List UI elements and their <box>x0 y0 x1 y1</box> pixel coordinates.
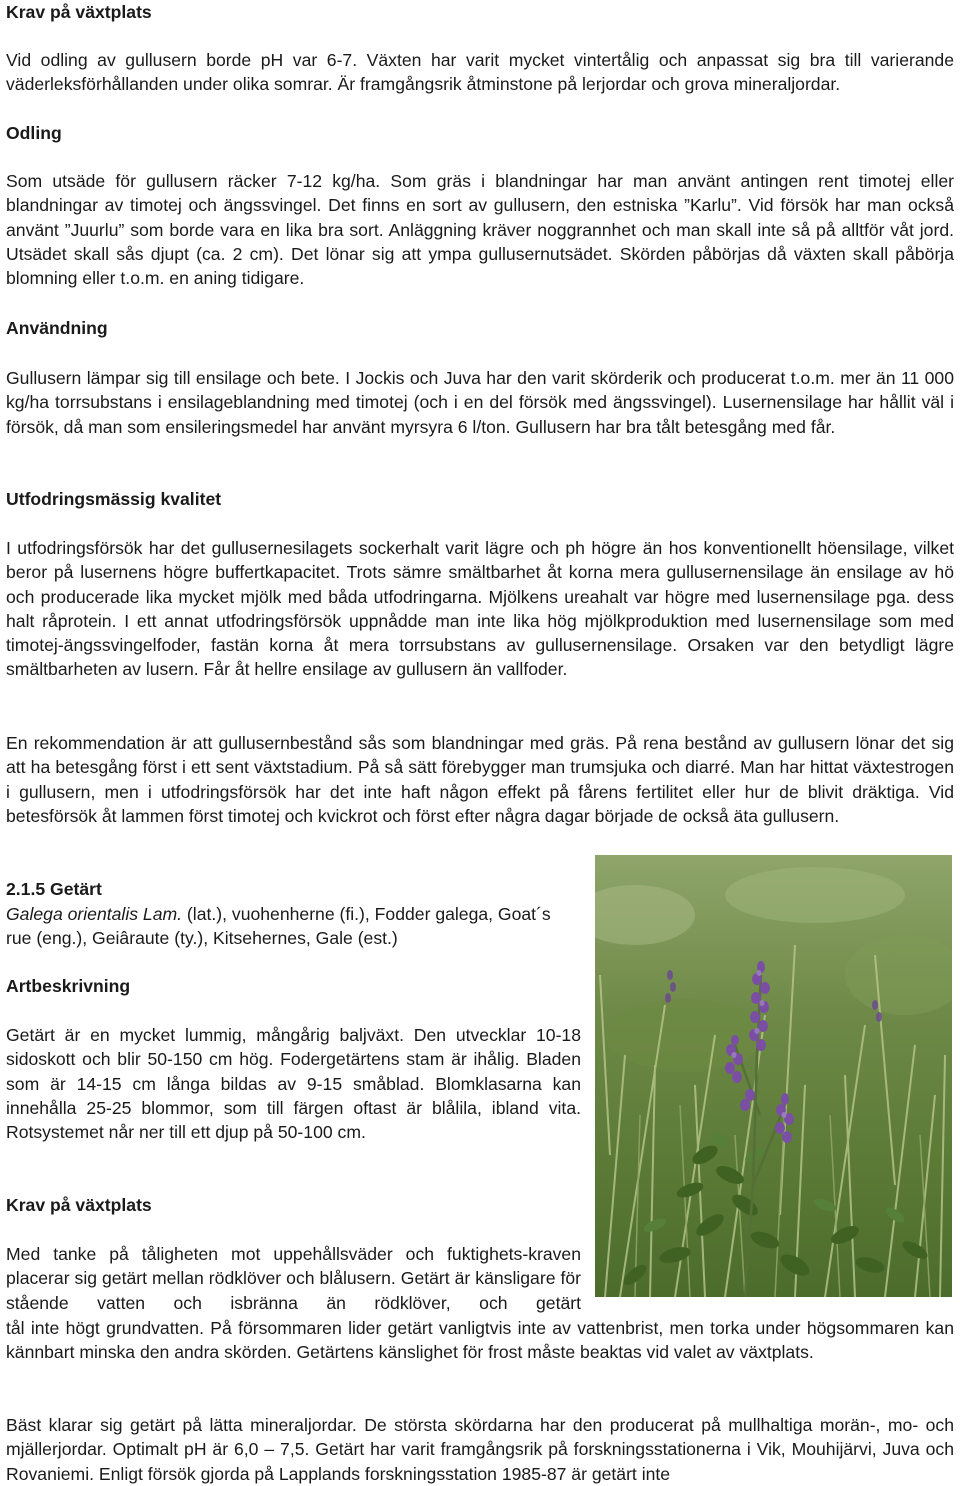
heading-getart: 2.1.5 Getärt <box>6 879 102 899</box>
paragraph-krav-3: Bäst klarar sig getärt på lätta mineraljordar. De största skördarna har den producerat på mullhaltiga morän-, mo- och mjällerjordar. Optimalt pH är 6,0 – 7,5. Getärt har varit framgångsrik på forskningsstationerna i Vik, Mouhijärvi, Juva och Rovaniemi. Enligt försök gjorda på Lapplands forskningsstation 1985-87 är getärt inte <box>6 1415 954 1484</box>
heading-utfodringsmassig-kvalitet: Utfodringsmässig kvalitet <box>6 489 222 509</box>
paragraph-utfodring-1: I utfodringsförsök har det gullusernesilagets sockerhalt varit lägre och ph högre än hos konventionellt höensilage, vilket beror på lusernens högre buffertkapacitet. Trots sämre smältbarhet åt korna mera gullusernensilage än ensilage av hö och producerade lika mycket mjölk med båda utfodringarna. Mjölkens ureahalt var högre med lusernensilage pga. dess halt råprotein. I ett annat utfodringsförsök uppnådde man inte lika hög mjölkproduktion med lusernensilage som med timotej-ängssvingelfoder, fastän korna åt mera torrsubstans av gullusernensilage. Orsaken var den betydligt lägre smältbarheten av lusern. Får åt hellre ensilage av gullusern än vallfoder. <box>6 538 954 680</box>
paragraph-krav: Vid odling av gullusern borde pH var 6-7. Växten har varit mycket vintertålig och anpassat sig bra till varierande väderleksförhållanden under olika somrar. Är framgångsrik åtminstone på lerjordar och grova mineraljordar. <box>6 50 954 95</box>
paragraph-anvandning: Gullusern lämpar sig till ensilage och bete. I Jockis och Juva har den varit skörderik och producerat t.o.m. mer än 11 000 kg/ha torrsubstans i ensilageblandning med timotej (och i en del försök med ängssvingel). Lusernensilage har hållit väl i försök, då man som ensileringsmedel har använt myrsyra 6 l/ton. Gullusern har bra tålt betesgång med får. <box>6 368 954 437</box>
heading-krav-pa-vaxtplats: Krav på växtplats <box>6 2 152 22</box>
paragraph-utfodring-2: En rekommendation är att gullusernbestånd sås som blandningar med gräs. På rena bestånd av gullusern lönar det sig att ha betesgång först i ett sent växtstadium. På så sätt förebygger man trumsjuka och diarré. Man har hittat växtestrogen i gullusern, men i utfodringsförsök har det inte haft någon effekt på fårens fertilitet eller hur de blivit dräktiga. Vid betesförsök åt lammen först timotej och kvickrot och först efter några dagar började de också äta gullusern. <box>6 733 954 826</box>
heading-krav-pa-vaxtplats-2: Krav på växtplats <box>6 1195 152 1215</box>
paragraph-krav-2-narrow: Med tanke på tåligheten mot uppehållsväder och fuktighets-kraven placerar sig getärt mellan rödklöver och blålusern. Getärt är känsligare för stående vatten och isbränna än rödklöver, och getärt <box>6 1244 581 1313</box>
heading-odling: Odling <box>6 123 62 143</box>
heading-artbeskrivning: Artbeskrivning <box>6 976 131 996</box>
heading-anvandning: Användning <box>6 318 108 338</box>
common-names: (lat.), vuohenherne (fi.), Fodder galega, Goat´s rue (eng.), Geiâraute (ty.), Kitsehernes, Gale (est.) <box>6 904 551 949</box>
latin-name: Galega orientalis Lam. <box>6 904 183 924</box>
species-names <box>6 902 581 951</box>
paragraph-krav-2-wide: tål inte högt grundvatten. På försommaren lider getärt vanligtvis inte av vattenbrist, men torka under högsommaren kan kännbart minska den andra skörden. Getärtens känslighet för frost måste beaktas vid valet av växtplats. <box>6 1318 954 1363</box>
paragraph-artbeskrivning: Getärt är en mycket lummig, mångårig baljväxt. Den utvecklar 10-18 sidoskott och blir 50-150 cm hög. Fodergetärtens stam är ihålig. Bladen som är 14-15 cm långa bildas av 9-15 småblad. Blomklasarna kan innehålla 25-25 blommor, som till färgen oftast är blålila, ibland vita. Rotsystemet når ner till ett djup på 50-100 cm. <box>6 1025 581 1143</box>
paragraph-odling: Som utsäde för gullusern räcker 7-12 kg/ha. Som gräs i blandningar har man använt antingen rent timotej eller blandningar av timotej och ängssvingel. Det finns en sort av gullusern, den estniska ”Karlu”. Vid försök har man också använt ”Juurlu” som borde vara en lika bra sort. Anläggning kräver noggrannhet och man skall inte så på alltför våt jord. Utsädet skall sås djupt (ca. 2 cm). Det lönar sig att ympa gullusernutsädet. Skörden påbörjas då växten skall påbörja blomning eller t.o.m. en aning tidigare. <box>6 171 954 289</box>
getart-plant-photo <box>595 855 952 1297</box>
